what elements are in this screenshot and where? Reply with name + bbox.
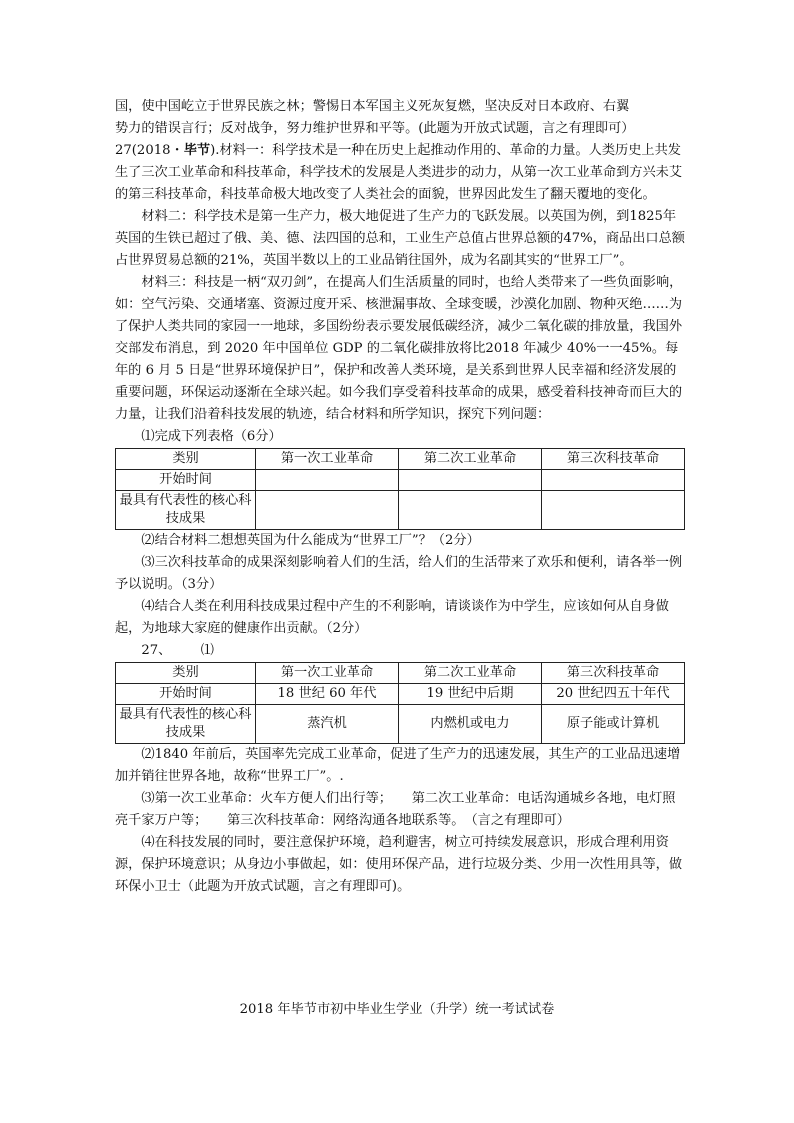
blank-cell	[256, 491, 399, 530]
table-header-cell: 第二次工业革命	[399, 449, 542, 470]
table-header-cell: 类别	[116, 663, 256, 684]
table-row	[116, 684, 685, 705]
table-header-row	[116, 449, 685, 470]
table-header-cell: 类别	[116, 449, 256, 470]
material-1-text: 材料一：科学技术是一种在历史上起推动作用的、革命的力量。人类历史上共发生了三次工业革命和科技革命，科学技术的发展是人类进步的动力，从第一次工业革命到方兴未艾的第三科技革命，科技革命极大地改变了人类社会的面貌，世界因此发生了翻天覆地的变化。	[115, 143, 683, 202]
answer-cell: 19 世纪中后期	[398, 684, 541, 705]
table-row	[116, 470, 685, 491]
table-row	[116, 705, 685, 744]
material-3: 材料三：科技是一柄“双刃剑”，在提高人们生活质量的同时，也给人类带来了一些负面影响，如：空气污染、交通堵塞、资源过度开采、核泄漏事故、全球变暖，沙漠化加剧、物种灭绝……为了保护人类共同的家园一一地球，多国纷纷表示要发展低碳经济，减少二氧化碳的排放量，我国外交部发布消息，到 2020 年中国单位 GDP 的二氧化碳排放将比2018 年减少 40%一一45%。每年的 6 月 5 日是“世界环境保护日”，保护和改善人类环境，是关系到世界人民幸福和经济发展的重要问题，环保运动逐渐在全球兴起。如今我们享受着科技革命的成果，感受着科技神奇而巨大的力量，让我们沿着科技发展的轨迹，结合材料和所学知识，探究下列问题：	[115, 275, 683, 422]
intro-line-2: 势力的错误言行；反对战争，努力维护世界和平等。(此题为开放式试题，言之有理即可）	[115, 121, 635, 136]
answer-heading	[115, 640, 685, 662]
answer-sub-label: ⑴	[200, 643, 214, 658]
material-2: 材料二：科学技术是第一生产力，极大地促进了生产力的飞跃发展。以英国为例，到1825年英国的生铁已超过了俄、美、德、法四国的总和，工业生产总值占世界总额的47%，商品出口总额占世界贸易总额的21%，英国半数以上的工业品销往国外，成为名副其实的“世界工厂”。	[115, 209, 685, 268]
answer-number: 27、	[141, 643, 172, 658]
answer-cell: 18 世纪 60 年代	[255, 684, 398, 705]
question-source: 毕节	[183, 143, 211, 158]
page-footer: 2018 年毕节市初中毕业生学业（升学）统一考试试卷	[239, 1002, 555, 1017]
blank-cell	[256, 470, 399, 491]
table-row	[116, 491, 685, 530]
answer-cell: 内燃机或电力	[398, 705, 541, 744]
table-header-cell: 第一次工业革命	[255, 663, 398, 684]
table-header-cell: 第一次工业革命	[256, 449, 399, 470]
answer-cell: 20 世纪四五十年代	[541, 684, 684, 705]
table-header-row	[116, 663, 685, 684]
table-header-cell: 第三次科技革命	[541, 663, 684, 684]
intro-line-1: 国，使中国屹立于世界民族之林；警惕日本军国主义死灰复燃，坚决反对日本政府、右翼	[115, 99, 630, 114]
answer-table	[115, 662, 685, 744]
blank-cell	[399, 470, 542, 491]
sub-question-4: ⑷结合人类在利用科技成果过程中产生的不利影响，请谈谈作为中学生，应该如何从自身做起，为地球大家庭的健康作出贡献。（2分）	[115, 599, 669, 636]
question-27-material-1	[115, 140, 685, 206]
sub-question-1: ⑴完成下列表格（6分）	[141, 429, 282, 444]
question-number-prefix: 27(2018・	[115, 143, 184, 158]
sub-question-2: ⑵结合材料二想想英国为什么能成为“世界工厂”？（2分）	[141, 533, 480, 548]
blank-cell	[542, 491, 685, 530]
sub-question-3: ⑶三次科技革命的成果深刻影响着人们的生活，给人们的生活带来了欢乐和便利，请各举一例予以说明。（3分）	[115, 555, 683, 592]
question-number-suffix: ).	[210, 143, 220, 158]
question-table	[115, 448, 685, 530]
table-row-label: 开始时间	[116, 684, 256, 705]
answer-4: ⑷在科技发展的同时，要注意保护环境，趋利避害，树立可持续发展意识，形成合理利用资源，保护环境意识；从身边小事做起，如：使用环保产品，进行垃圾分类、少用一次性用具等，做环保小卫士（此题为开放式试题，言之有理即可)。	[115, 835, 683, 894]
document-page	[115, 96, 685, 898]
table-row-label: 开始时间	[116, 470, 256, 491]
table-header-cell: 第三次科技革命	[542, 449, 685, 470]
table-header-cell: 第二次工业革命	[398, 663, 541, 684]
table-row-label: 最具有代表性的核心科技成果	[116, 491, 256, 530]
blank-cell	[542, 470, 685, 491]
answer-2: ⑵1840 年前后，英国率先完成工业革命，促进了生产力的迅速发展，其生产的工业品迅速增加并销往世界各地，故称“世界工厂”。.	[115, 747, 681, 784]
answer-3: ⑶第一次工业革命：火车方便人们出行等； 第二次工业革命：电话沟通城乡各地，电灯照亮千家万户等； 第三次科技革命：网络沟通各地联系等。 （言之有理即可）	[115, 791, 676, 828]
answer-cell: 原子能或计算机	[541, 705, 684, 744]
table-row-label: 最具有代表性的核心科技成果	[116, 705, 256, 744]
answer-cell: 蒸汽机	[255, 705, 398, 744]
blank-cell	[399, 491, 542, 530]
